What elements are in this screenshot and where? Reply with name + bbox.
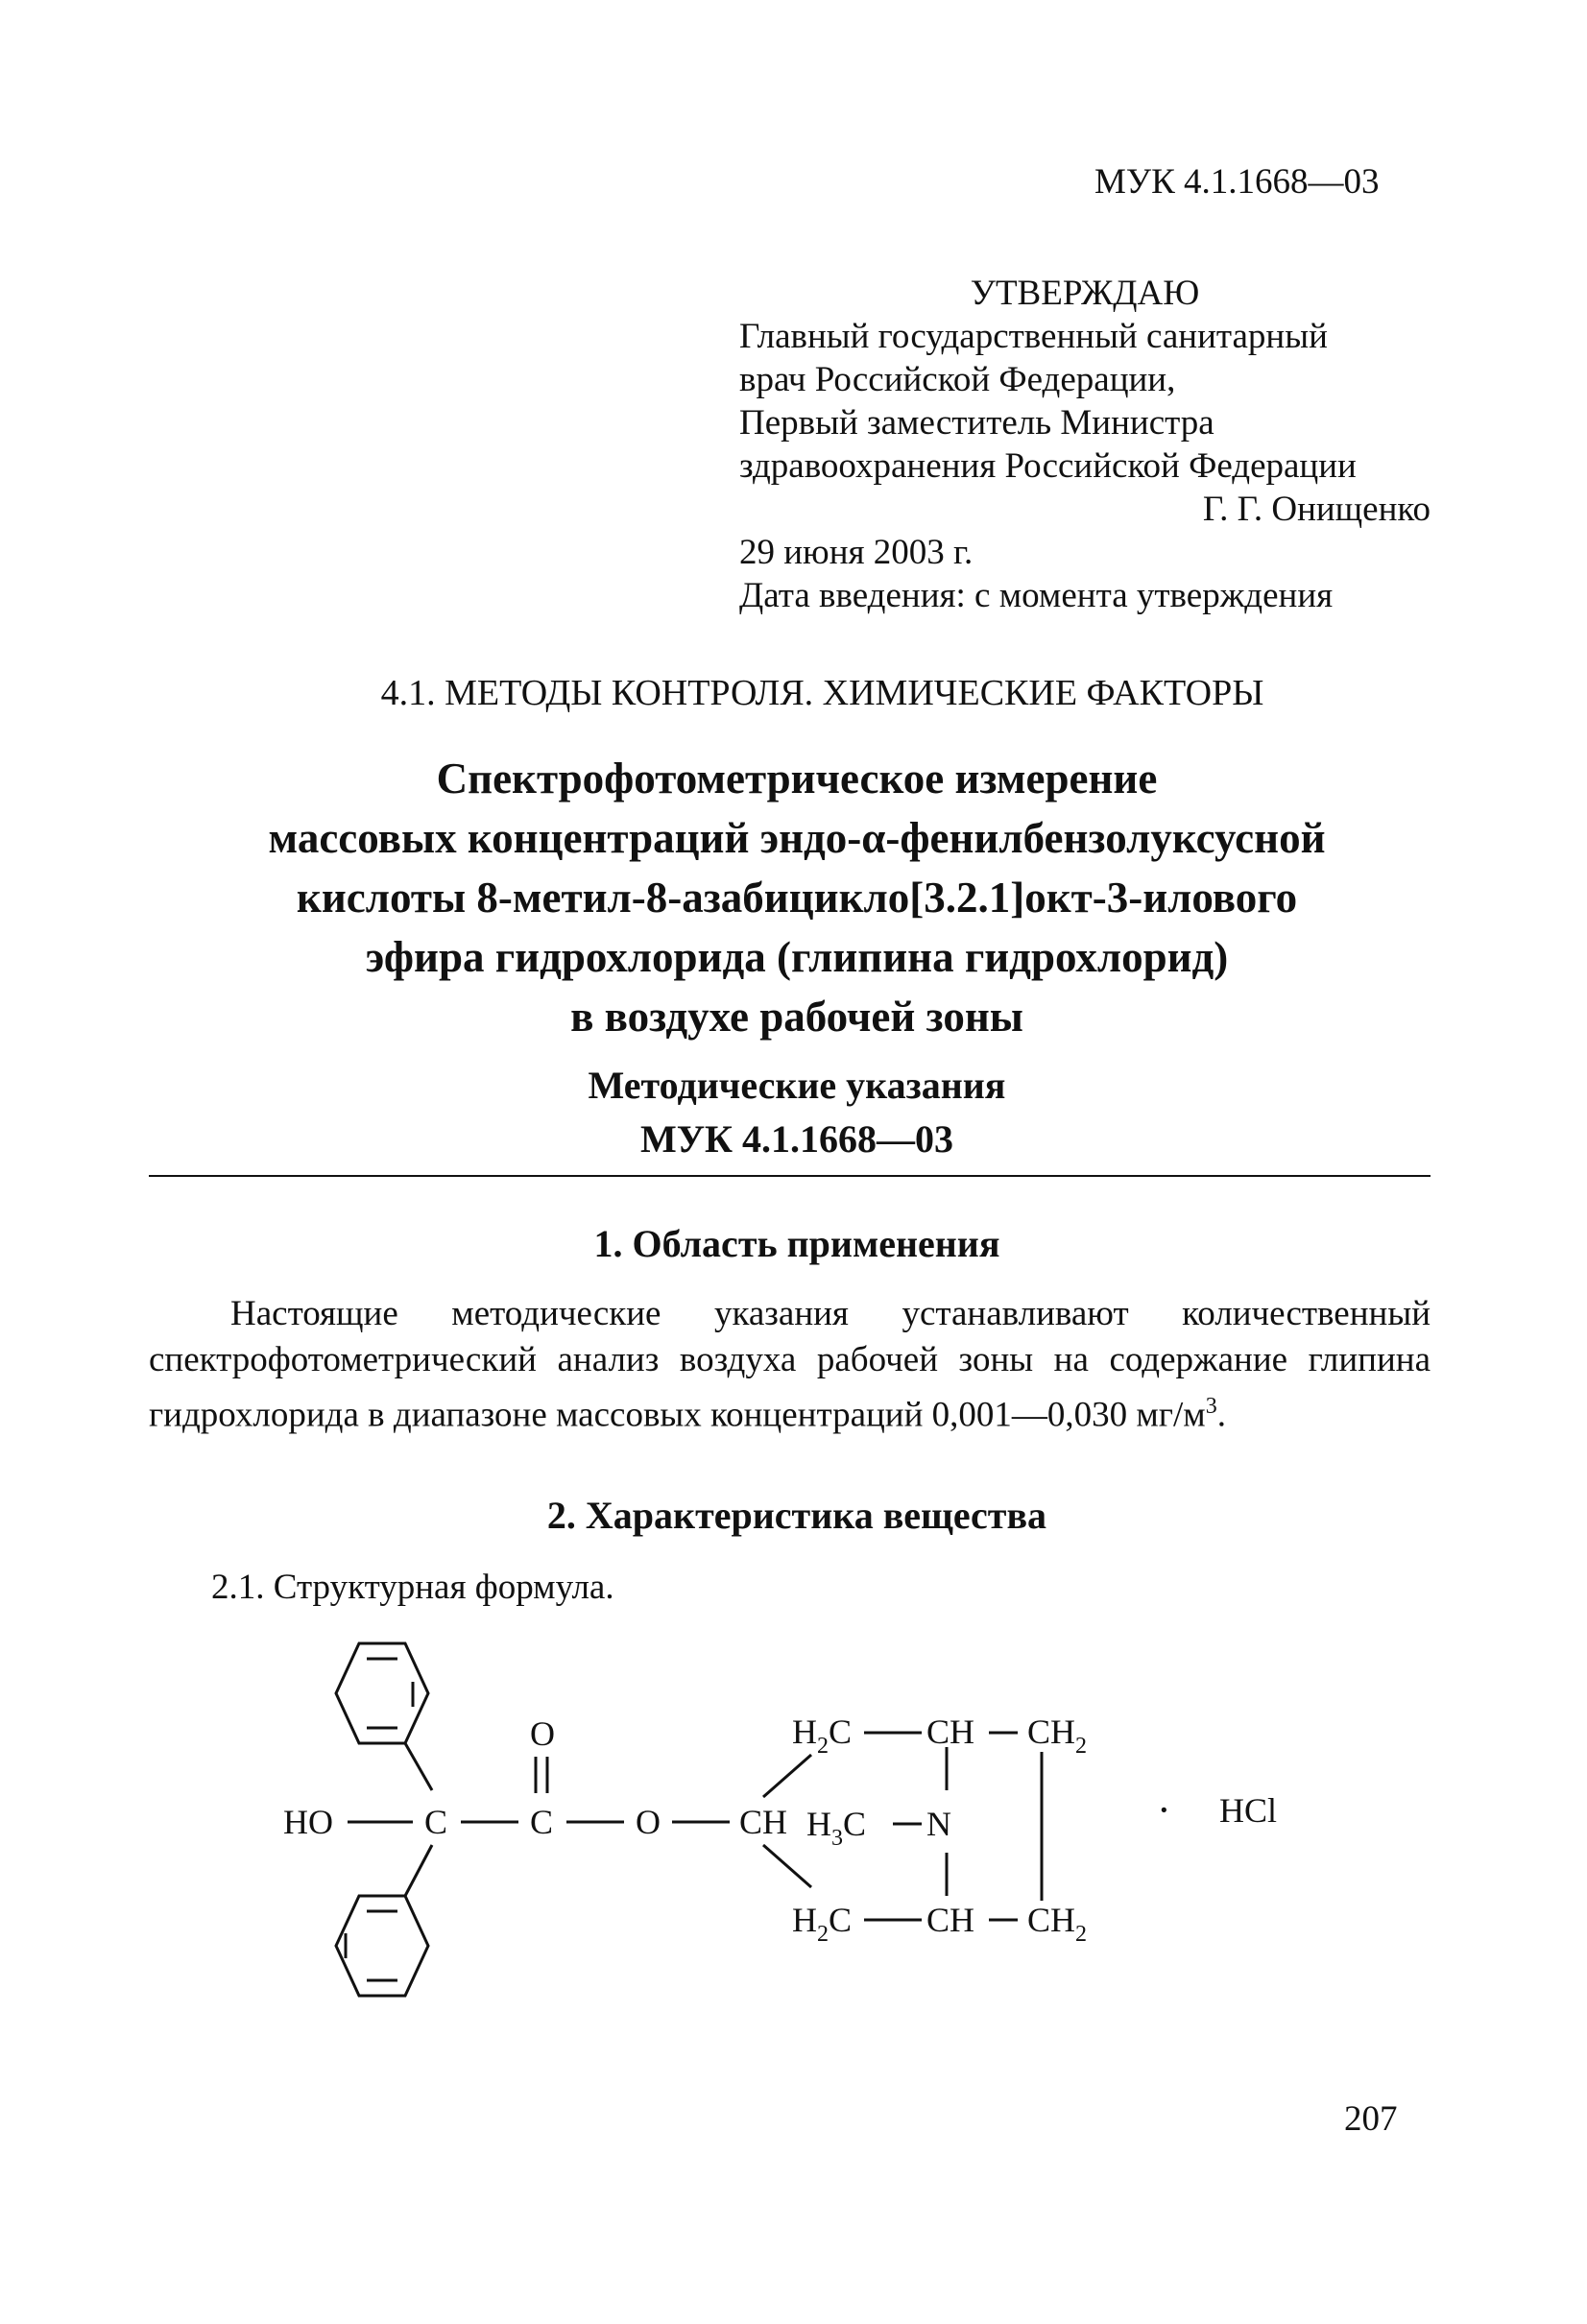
title-line: Спектрофотометрическое измерение — [436, 755, 1158, 803]
formula-ho: HO — [283, 1803, 333, 1841]
section-1-heading: 1. Область применения — [593, 1222, 1000, 1265]
formula-sub: 3 — [831, 1826, 843, 1851]
structural-formula — [278, 1632, 1335, 2035]
formula-dot: · — [1157, 1786, 1171, 1833]
document-code: МУК 4.1.1668—03 — [1094, 162, 1380, 202]
formula-h2c-top — [792, 1713, 852, 1759]
page-number: 207 — [1344, 2099, 1398, 2139]
approval-date: 29 июня 2003 г. — [739, 533, 974, 572]
title-line: кислоты 8-метил-8-азабицикло[3.2.1]окт-3-илового — [296, 874, 1298, 922]
section-1-paragraph — [149, 1291, 1431, 1438]
introduction-date: Дата введения: с момента утверждения — [739, 576, 1334, 615]
approval-stamp: УТВЕРЖДАЮ — [970, 274, 1200, 313]
formula-h: H — [792, 1713, 817, 1751]
approval-signer: Г. Г. Онищенко — [1202, 490, 1431, 529]
formula-c: C — [829, 1713, 853, 1751]
document-subtitle — [115, 1059, 1479, 1166]
formula-sub: 2 — [1075, 1734, 1088, 1759]
approval-line: врач Российской Федерации, — [739, 360, 1176, 399]
formula-sub: 2 — [817, 1734, 829, 1759]
section-2-heading: 2. Характеристика вещества — [546, 1494, 1047, 1537]
subtitle-line: МУК 4.1.1668—03 — [639, 1117, 954, 1161]
formula-ch-top: CH — [926, 1713, 975, 1751]
superscript: 3 — [1205, 1394, 1217, 1419]
section-heading: 4.1. МЕТОДЫ КОНТРОЛЯ. ХИМИЧЕСКИЕ ФАКТОРЫ — [380, 673, 1264, 713]
document-title — [115, 749, 1479, 1046]
formula-c2: C — [530, 1803, 554, 1841]
sentence-end: . — [1216, 1395, 1226, 1435]
formula-c: C — [843, 1805, 867, 1843]
formula-sub: 2 — [1075, 1922, 1088, 1947]
formula-h3c — [806, 1805, 866, 1851]
formula-ch: CH — [1027, 1901, 1076, 1939]
formula-ch2-top — [1027, 1713, 1087, 1759]
formula-ch2-bottom — [1027, 1901, 1087, 1947]
title-line: массовых концентраций эндо-α-фенилбензолуксусной — [268, 814, 1326, 862]
formula-c: C — [829, 1901, 853, 1939]
structural-formula-label: 2.1. Структурная формула. — [211, 1568, 614, 1607]
approval-line: Первый заместитель Министра — [739, 403, 1214, 443]
formula-h2c-bottom — [792, 1901, 852, 1947]
title-line: эфира гидрохлорида (глипина гидрохлорид) — [365, 933, 1229, 981]
subtitle-line: Методические указания — [588, 1064, 1006, 1107]
formula-c1: C — [424, 1803, 448, 1841]
formula-sub: 2 — [817, 1922, 829, 1947]
formula-h: H — [806, 1805, 831, 1843]
formula-ch: CH — [1027, 1713, 1076, 1751]
formula-hcl: HCl — [1219, 1791, 1278, 1830]
approval-line: здравоохранения Российской Федерации — [739, 446, 1357, 486]
horizontal-divider — [149, 1175, 1431, 1177]
section-1-text: Настоящие методические указания устанавливают количественный спектрофотометрический анализ воздуха рабочей зоны на содержание глипина гидрохлорида в диапазоне массовых концентраций 0,001—0,030 мг/м — [149, 1294, 1431, 1435]
approval-line: Главный государственный санитарный — [739, 317, 1328, 356]
approval-block — [739, 272, 1431, 617]
formula-o2: O — [636, 1803, 661, 1841]
title-line: в воздухе рабочей зоны — [570, 993, 1023, 1041]
formula-ch-bottom: CH — [926, 1901, 975, 1939]
formula-ch: CH — [739, 1803, 788, 1841]
formula-h: H — [792, 1901, 817, 1939]
formula-n: N — [926, 1805, 951, 1843]
formula-o: O — [530, 1714, 555, 1753]
